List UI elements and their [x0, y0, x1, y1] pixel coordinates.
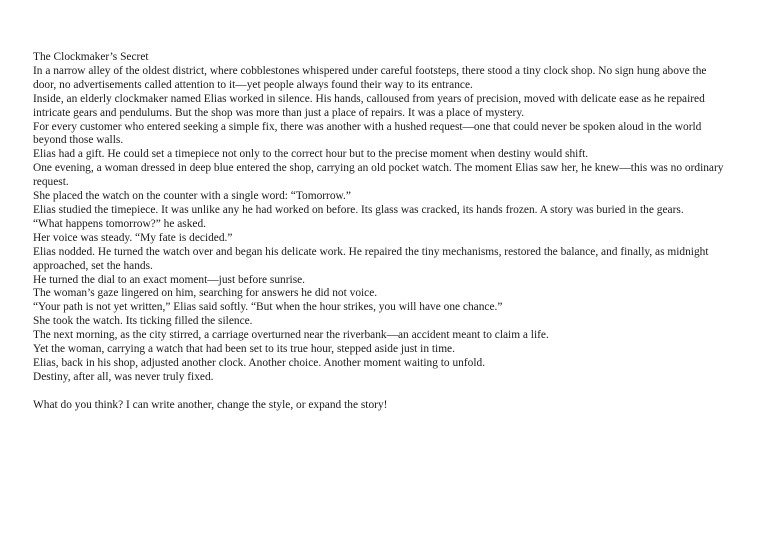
paragraph: Elias studied the timepiece. It was unlike any he had worked on before. Its glass was cracked, its hands frozen. A story was buried in the gears.	[33, 203, 684, 216]
paragraph: Elias nodded. He turned the watch over and began his delicate work. He repaired the tiny mechanisms, restored the balance, and finally, as midnight approached, set the hands.	[33, 245, 709, 272]
paragraph: The next morning, as the city stirred, a carriage overturned near the riverbank—an accident meant to claim a life.	[33, 329, 549, 342]
paragraph: Inside, an elderly clockmaker named Elias worked in silence. His hands, calloused from years of precision, moved with delicate ease as he repaired intricate gears and pendulums. But the shop was more than just a place of repairs. It was a place of mystery.	[33, 92, 705, 119]
paragraph: In a narrow alley of the oldest district, where cobblestones whispered under careful footsteps, there stood a tiny clock shop. No sign hung above the door, no advertisements called attention to it—yet people always found their way to its entrance.	[33, 64, 707, 91]
document-title: The Clockmaker’s Secret	[33, 51, 149, 63]
paragraph: She took the watch. Its ticking filled the silence.	[33, 315, 253, 328]
paragraph: Elias had a gift. He could set a timepiece not only to the correct hour but to the precise moment when destiny would shift.	[33, 148, 589, 161]
paragraph: “Your path is not yet written,” Elias said softly. “But when the hour strikes, you will have one chance.”	[33, 301, 503, 314]
paragraph: “What happens tomorrow?” he asked.	[33, 217, 207, 230]
paragraph: He turned the dial to an exact moment—just before sunrise.	[33, 273, 306, 286]
paragraph: Destiny, after all, was never truly fixed.	[33, 370, 214, 383]
paragraph: For every customer who entered seeking a simple fix, there was another with a hushed request—one that could never be spoken aloud in the world beyond those walls.	[33, 120, 702, 147]
paragraph: The woman’s gaze lingered on him, searching for answers he did not voice.	[33, 287, 378, 300]
paragraph: Her voice was steady. “My fate is decided.”	[33, 231, 233, 244]
paragraph-spacer	[33, 385, 725, 399]
paragraph: She placed the watch on the counter with a single word: “Tomorrow.”	[33, 190, 351, 203]
paragraph: One evening, a woman dressed in deep blue entered the shop, carrying an old pocket watch. The moment Elias saw her, he knew—this was no ordinary request.	[33, 162, 724, 189]
paragraph: Elias, back in his shop, adjusted another clock. Another choice. Another moment waiting to unfold.	[33, 356, 486, 369]
closing-remark: What do you think? I can write another, change the style, or expand the story!	[33, 398, 388, 411]
document-body	[33, 51, 725, 413]
paragraph: Yet the woman, carrying a watch that had been set to its true hour, stepped aside just in time.	[33, 343, 455, 356]
